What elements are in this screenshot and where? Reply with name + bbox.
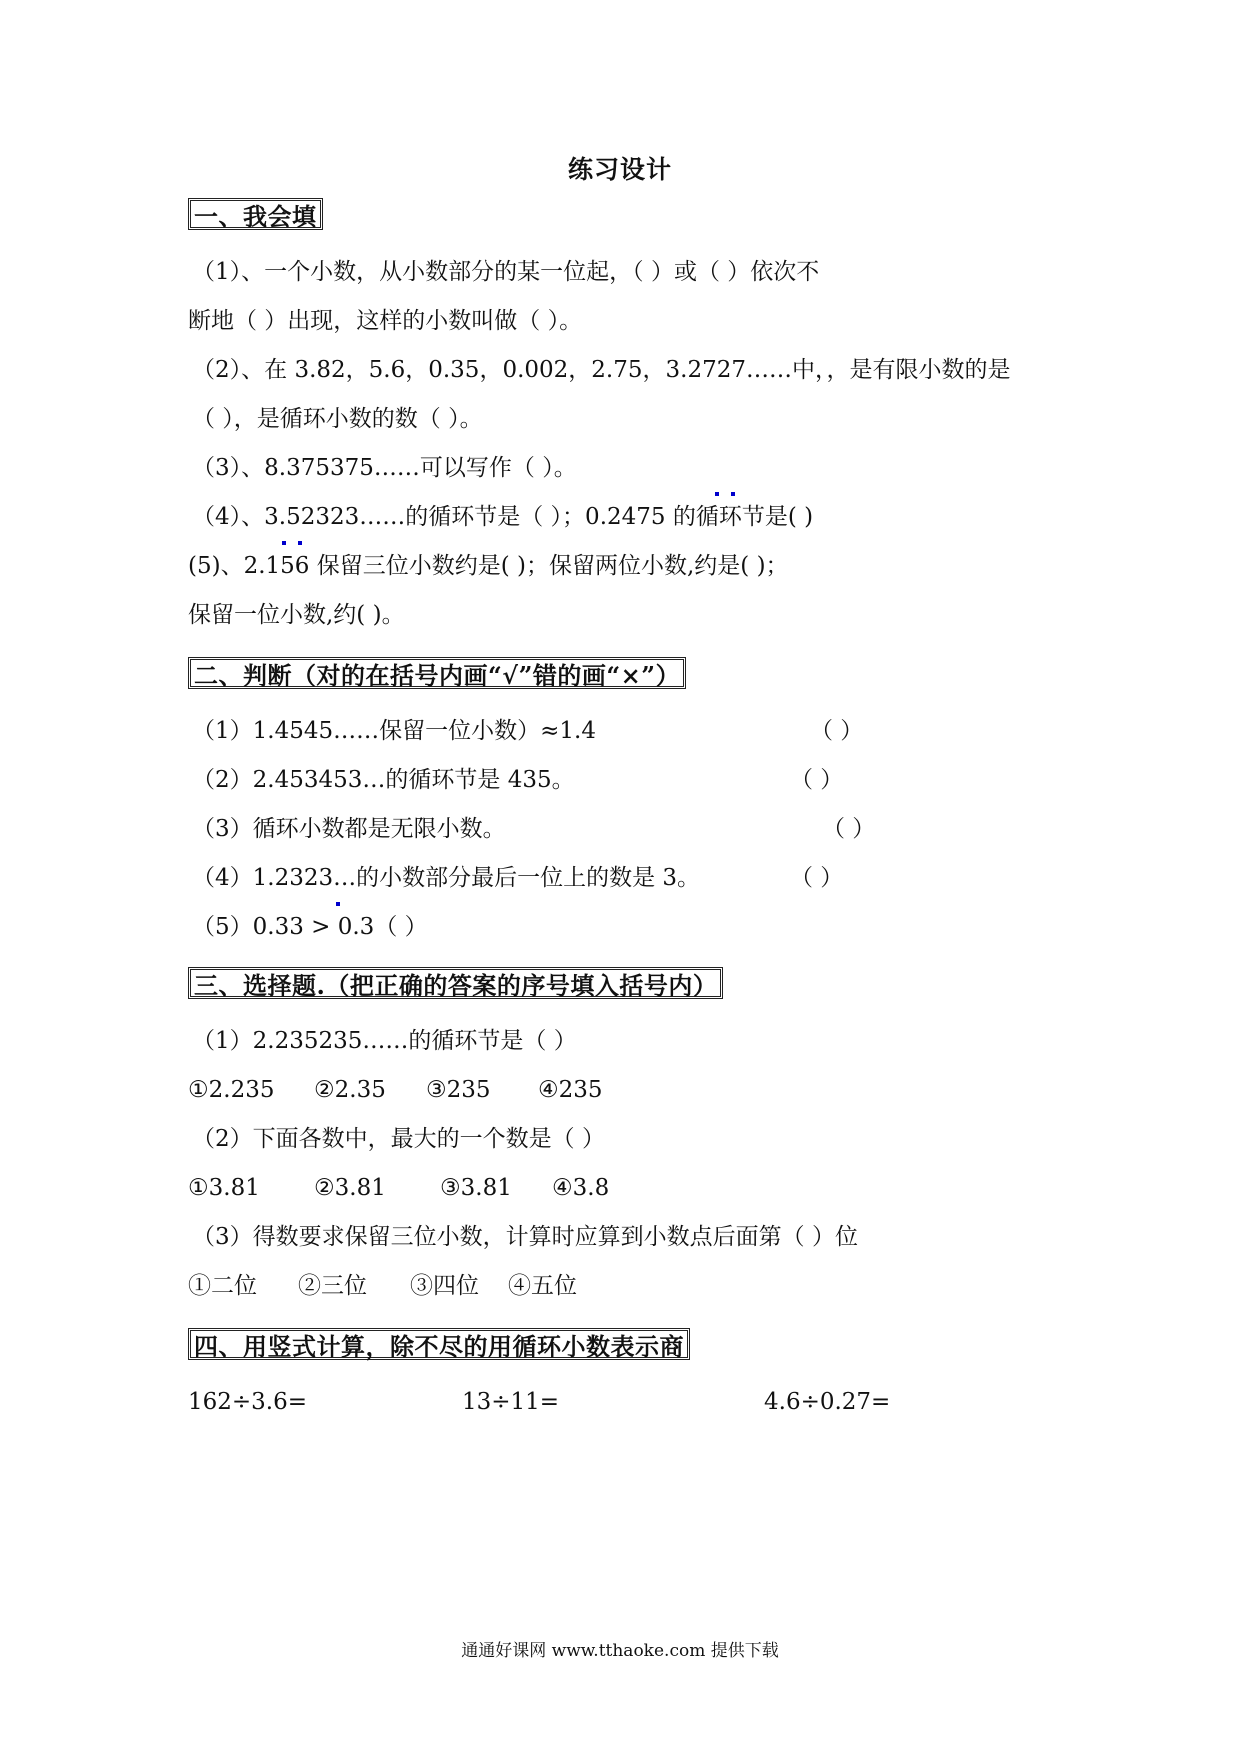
s3-q1-option-2: ②2.35 [314,1077,386,1103]
s3-q2-option-3: ③3.81 [440,1175,512,1201]
s2-item-2-bracket: （ ） [790,767,844,793]
repeat-dot [715,492,719,496]
section-3-heading: 三、选择题.（把正确的答案的序号填入括号内） [188,967,723,999]
s2-item-3-bracket: （ ） [822,816,876,842]
s1-q3: （3）、8.375375……可以写作（ ）。 [192,455,577,481]
s3-q1-option-3: ③235 [426,1077,491,1103]
s1-q5-line1: (5)、2.156 保留三位小数约是( )；保留两位小数,约是( )； [188,553,789,579]
repeat-dot [298,541,302,545]
repeat-dot [282,541,286,545]
s3-q1-option-4: ④235 [538,1077,603,1103]
s3-q1: （1）2.235235……的循环节是（ ） [192,1028,577,1054]
s1-q4: （4）、3.52323……的循环节是（ ）；0.2475 的循环节是( ) [192,504,814,530]
s1-q2-line1: （2）、在 3.82，5.6，0.35，0.002，2.75，3.2727……中，，是有限小数的是 [192,357,1011,383]
s2-item-2: （2）2.453453…的循环节是 435。 [192,767,575,793]
repeat-dot [336,902,340,906]
page-title: 练习设计 [567,155,672,184]
s3-q3-option-4: ④五位 [508,1273,577,1299]
s3-q3-option-1: ①二位 [188,1273,257,1299]
repeat-dot [731,492,735,496]
s1-q1-line1: （1）、一个小数，从小数部分的某一位起，（ ）或（ ）依次不 [192,259,820,285]
s3-q3: （3）得数要求保留三位小数，计算时应算到小数点后面第（ ）位 [192,1224,858,1250]
section-1-heading: 一、我会填 [188,198,323,230]
s2-item-3: （3）循环小数都是无限小数。 [192,816,506,842]
s2-item-1-bracket: （ ） [810,718,864,744]
s3-q3-option-2: ②三位 [298,1273,367,1299]
s3-q2-option-2: ②3.81 [314,1175,386,1201]
section-4-heading: 四、用竖式计算，除不尽的用循环小数表示商 [188,1328,690,1360]
s2-item-4: （4）1.2323…的小数部分最后一位上的数是 3。 [192,865,701,891]
s1-q5-line2: 保留一位小数,约( )。 [188,602,405,628]
s2-item-1: （1）1.4545……保留一位小数）≈1.4 [192,718,596,744]
s4-problem-1: 162÷3.6= [188,1389,308,1415]
section-2-heading: 二、判断（对的在括号内画“√”错的画“×”） [188,657,686,689]
s1-q1-line2: 断地（ ）出现，这样的小数叫做（ ）。 [188,308,583,334]
s4-problem-2: 13÷11= [462,1389,560,1415]
footer-text: 通通好课网 www.tthaoke.com 提供下载 [461,1641,779,1661]
s1-q2-line2: （ ），是循环小数的数（ ）。 [192,406,483,432]
s3-q3-option-3: ③四位 [410,1273,479,1299]
s4-problem-3: 4.6÷0.27= [764,1389,891,1415]
s3-q2: （2）下面各数中，最大的一个数是（ ） [192,1126,605,1152]
s3-q2-option-4: ④3.8 [552,1175,610,1201]
s2-item-4-bracket: （ ） [790,865,844,891]
s3-q2-option-1: ①3.81 [188,1175,260,1201]
s2-item-5: （5）0.33 > 0.3（ ） [192,914,428,940]
s3-q1-option-1: ①2.235 [188,1077,275,1103]
